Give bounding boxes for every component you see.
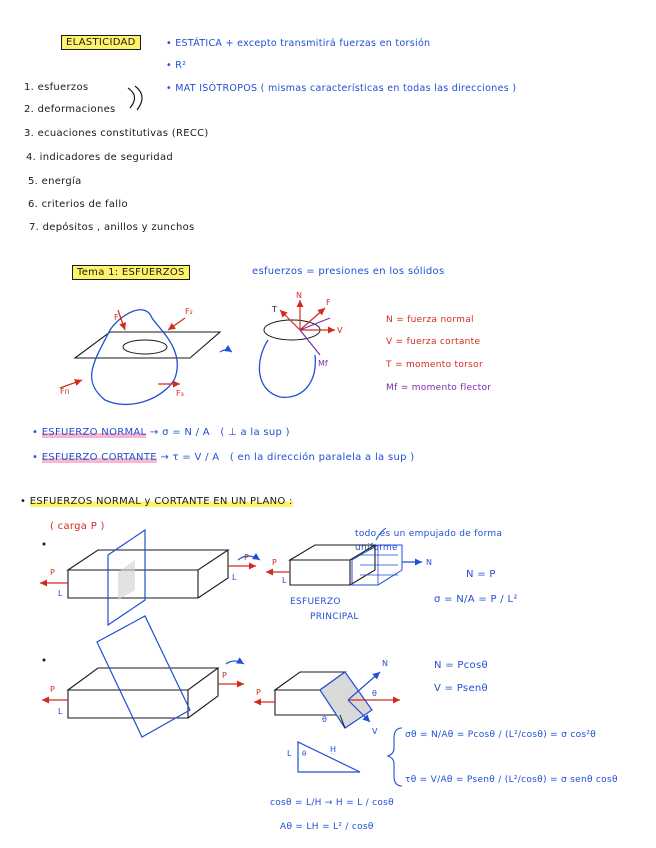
brace-mark [135,86,142,110]
side-l-inclined: L [58,707,63,716]
load-p-cut: P [272,558,277,567]
load-p-left-inclined: P [50,685,55,694]
load-p-inclined-cut: P [256,688,261,697]
normal-stress-formula: → σ = N / A [149,427,210,438]
topic-item: 4. indicadores de seguridad [26,152,174,163]
force-label-f3: F₃ [176,389,184,398]
brace-mark [128,88,135,108]
cut-prism-inclined-face-diagram [254,659,400,736]
bending-label-mf: Mf [318,359,328,368]
section-title-elasticidad: ELASTICIDAD [61,35,141,50]
plane-section-title-text: ESFUERZOS NORMAL y CORTANTE EN UN PLANO : [29,496,293,507]
load-p-left: P [50,568,55,577]
shear-force-inclined: V [372,727,378,736]
shear-stress-formula: → τ = V / A [160,452,220,463]
force-label-n: N [296,291,302,300]
cos-definition: cosθ = L/H → H = L / cosθ [270,798,394,808]
plane-section-title: • ESFUERZOS NORMAL y CORTANTE EN UN PLANO : [20,496,293,507]
principal-label-2: PRINCIPAL [310,612,359,622]
note-isotropic: • MAT ISÓTROPOS ( mismas características en todas las direcciones ) [166,83,517,94]
equations-brace [388,728,402,786]
normal-stress-row: • ESFUERZO NORMAL → σ = N / A ( ⊥ a la sup ) [32,427,290,438]
note-r2: • R² [166,60,187,71]
topic-item: 6. criterios de fallo [28,199,128,210]
legend-torsion: T = momento torsor [386,360,483,370]
area-definition: Aθ = LH = L² / cosθ [280,822,374,832]
force-label-v: V [337,326,343,335]
triangle-side-l: L [287,749,292,758]
normal-stress-label: ESFUERZO NORMAL [41,427,147,438]
topic-item: 1. esfuerzos [24,82,89,93]
shear-stress-row: • ESFUERZO CORTANTE → τ = V / A ( en la dirección paralela a la sup ) [32,452,415,463]
v-sin-equation: V = Psenθ [434,683,488,694]
legend-normal-force: N = fuerza normal [386,315,474,325]
shear-stress-label: ESFUERZO CORTANTE [41,452,157,463]
sigma-equation: σ = N/A = P / L² [434,594,518,605]
triangle-angle-theta: θ [302,750,307,758]
topic-item: 7. depósitos , anillos y zunchos [29,222,195,233]
legend-bending: Mf = momento flector [386,383,492,393]
geometry-triangle [287,742,360,772]
n-equals-p: N = P [466,569,496,580]
force-label-f1: F₁ [114,313,122,322]
prism-inclined-plane-diagram [42,616,244,737]
note-statics: • ESTÁTICA + excepto transmitirá fuerzas en torsión [166,38,431,49]
side-l-right: L [232,573,237,582]
legend-shear-force: V = fuerza cortante [386,337,481,347]
uniform-note: todo es un empujado de forma uniforme [355,529,503,553]
theta-angle-base: θ [322,715,327,724]
principal-label-1: ESFUERZO [290,597,341,607]
load-p-right: P [244,553,249,562]
theta-angle-face: θ [372,689,377,698]
force-label-f: F [326,298,331,307]
prism-transverse-plane-diagram [40,530,260,625]
triangle-side-h: H [330,745,337,754]
n-cos-equation: N = Pcosθ [434,660,488,671]
body-cut-diagram [60,307,232,404]
tau-theta-equation: τθ = V/Aθ = Psenθ / (L²/cosθ) = σ senθ cosθ [405,775,618,785]
cut-body-forces-diagram [259,291,343,397]
side-l-left: L [58,589,63,598]
normal-force-n: N [426,558,432,567]
shear-stress-note: ( en la dirección paralela a la sup ) [229,452,415,463]
force-label-f2: F₂ [185,307,193,316]
load-p-right-inclined: P [222,671,227,680]
cut-prism-uniform-stress-diagram [266,528,432,585]
normal-stress-note: ( ⊥ a la sup ) [220,427,290,438]
load-label: ( carga P ) [50,521,105,532]
topic-item: 5. energía [28,176,82,187]
topic-item: 3. ecuaciones constitutivas (RECC) [24,128,209,139]
theme-title: Tema 1: ESFUERZOS [72,265,190,280]
normal-force-inclined: N [382,659,388,668]
side-l-cut: L [282,576,287,585]
force-label-fn: Fn [60,387,70,396]
sigma-theta-equation: σθ = N/Aθ = Pcosθ / (L²/cosθ) = σ cos²θ [405,730,597,740]
torsion-label-t: T [272,305,277,314]
theme-definition: esfuerzos = presiones en los sólidos [252,266,445,277]
topic-item: 2. deformaciones [24,104,116,115]
